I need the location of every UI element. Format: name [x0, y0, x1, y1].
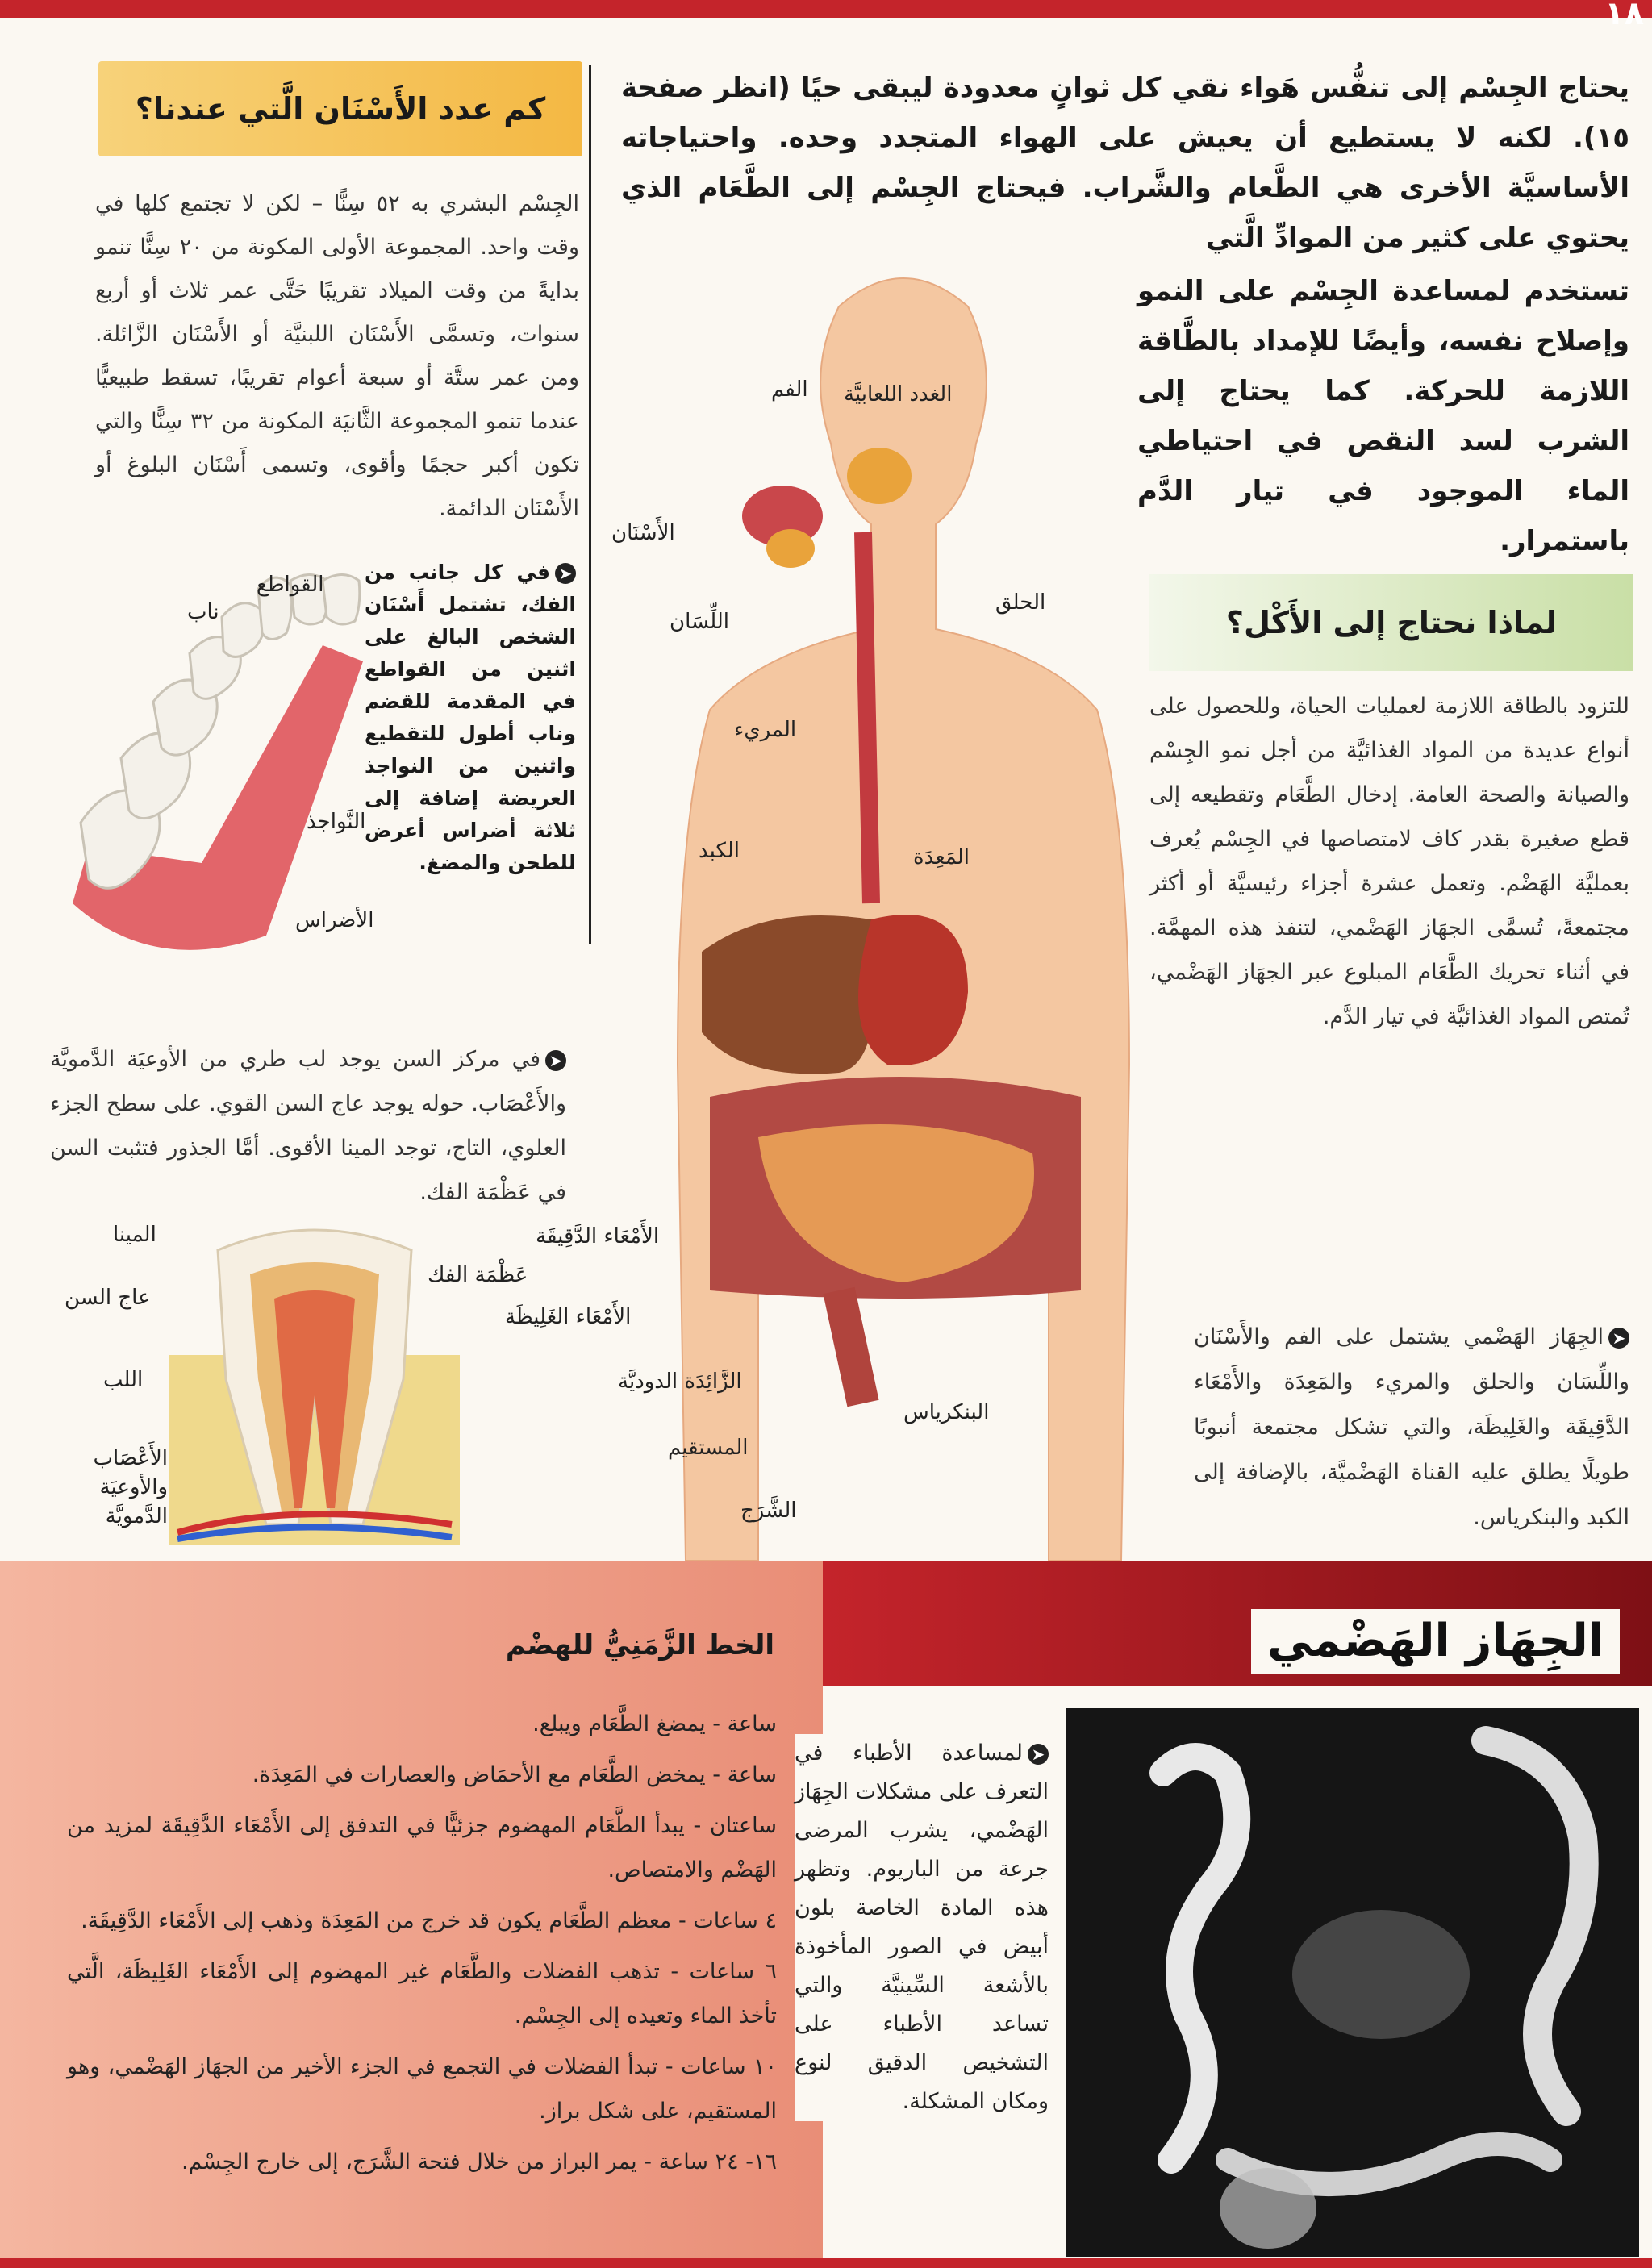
label-mouth: الفم	[771, 377, 808, 402]
top-color-bar	[0, 0, 1652, 18]
timeline-item: ٦ ساعات - تذهب الفضلات والطَّعَام غير المهضوم إلى الأَمْعَاء الغَلِيظَة، الَّتي تأخذ الماء وتعيده إلى الجِسْم.	[67, 1959, 777, 2028]
label-dentine: عاج السن	[65, 1286, 151, 1310]
digestive-caption-text: الجِهَاز الهَضْمي يشتمل على الفم والأَسْنَان واللِّسَان والحلق والمريء والمَعِدَة والأَمْعَاء الدَّقِيقَة والغَلِيظَة، والتي تشكل مجتمعة أنبوبًا طويلًا يطلق عليه القناة الهَضْميَّة، بالإضافة إلى الكبد والبنكرياس.	[1194, 1324, 1629, 1530]
arrow-bullet-icon: ➤	[555, 563, 576, 584]
label-jawbone: عَظْمَة الفك	[428, 1263, 528, 1287]
why-eat-heading: لماذا نحتاج إلى الأَكْل؟	[1225, 605, 1558, 640]
xray-caption	[795, 1734, 1049, 2121]
label-anus: الشَّرَج	[740, 1499, 797, 1523]
tooth-cross-section-illustration	[169, 1218, 460, 1545]
bottom-color-bar	[0, 2258, 1652, 2268]
timeline-item: ساعة - يمضغ الطَّعَام ويبلع.	[532, 1711, 777, 1736]
label-incisors: القواطع	[257, 573, 324, 597]
label-molars: الأضراس	[295, 908, 374, 932]
tooth-structure-caption	[50, 1037, 566, 1215]
incisor-tooth	[323, 575, 360, 625]
section-title: الجِهَاز الهَضْمي	[1251, 1609, 1620, 1674]
label-pharynx: الحلق	[995, 590, 1046, 615]
timeline-heading: الخط الزَّمَنِيُّ للهضْم	[505, 1629, 774, 1661]
rectum-shape	[839, 1290, 863, 1403]
intro-paragraph-continued: تستخدم لمساعدة الجِسْم على النمو وإصلاح نفسه، وأيضًا للإمداد بالطَّاقة اللازمة للحركة. كما يحتاج إلى الشرب لسد النقص في احتياطي الماء الموجود في تيار الدَّم باستمرار.	[1137, 275, 1629, 557]
timeline-list	[67, 1702, 777, 2191]
label-appendix: الزَّائِدَة الدوديَّة	[618, 1370, 742, 1394]
label-teeth: الأَسْنَان	[611, 521, 675, 545]
digestive-system-caption	[1194, 1315, 1629, 1540]
label-rectum: المستقيم	[668, 1436, 749, 1460]
label-pulp: اللب	[103, 1368, 144, 1392]
label-pancreas: البنكرياس	[903, 1400, 990, 1424]
esophagus-shape	[863, 532, 871, 903]
label-premolars: النَّواجذ	[307, 810, 366, 834]
teeth-count-heading-box	[98, 61, 582, 156]
why-eat-heading-box	[1149, 574, 1633, 671]
timeline-item: ٤ ساعات - معظم الطَّعَام يكون قد خرج من المَعِدَة وذهب إلى الأَمْعَاء الدَّقِيقَة.	[81, 1908, 777, 1933]
timeline-item: ١٠ ساعات - تبدأ الفضلات في التجمع في الجزء الأخير من الجهَاز الهَضْمي، وهو المستقيم، على شكل براز.	[67, 2054, 777, 2124]
teeth-count-heading: كم عدد الأَسْنَان الَّتي عندنا؟	[135, 91, 546, 127]
teeth-count-text: الجِسْم البشري به ٥٢ سِنًّا – لكن لا تجتمع كلها في وقت واحد. المجموعة الأولى المكونة من ٢٠ سِنًّا تنمو بدايةً من وقت الميلاد تقريبًا حَتَّى عمر ثلاث أو أربع سنوات، وتسمَّى الأَسْنَان اللبنيَّة أو الأَسْنَان الزَّائلة. ومن عمر ستَّة أو سبعة أعوام تقريبًا، تسقط طبيعيًّا عندما تنمو المجموعة الثَّانيَة المكونة من ٣٢ سِنًّا والتي تكون أكبر حجمًا وأقوى، وتسمى أَسْنَان البلوغ أو الأَسْنَان الدائمة.	[95, 191, 579, 521]
label-stomach: المَعِدَة	[913, 845, 970, 869]
page-number: ١٨	[1604, 0, 1644, 32]
timeline-item: ساعة - يمخض الطَّعَام مع الأحمَاض والعصارات في المَعِدَة.	[252, 1762, 777, 1787]
liver-shape	[702, 915, 875, 1074]
salivary-gland-shape	[847, 448, 912, 504]
jaw-caption-text: في كل جانب من الفك، تشتمل أَسْنَان الشخص البالغ على اثنين من القواطع في المقدمة للقضم وناب أطول للتقطيع واثنين من النواجذ العريضة إضافة إلى ثلاثة أضراس أعرض للطحن والمضغ.	[365, 561, 576, 874]
label-large-intestine: الأَمْعَاء الغَلِيظَة	[505, 1305, 632, 1329]
label-esophagus: المريء	[734, 718, 797, 742]
premolar-tooth	[222, 603, 265, 657]
label-enamel: المينا	[113, 1223, 156, 1247]
why-eat-text: للتزود بالطاقة اللازمة لعمليات الحياة، وللحصول على أنواع عديدة من المواد الغذائيَّة من أجل نمو الجِسْم والصيانة والصحة العامة. إدخال الطَّعَام وتقطيعه إلى قطع صغيرة بقدر كاف لامتصاصها في الجِسْم يُعرف بعمليَّة الهَضْم. وتعمل عشرة أجزاء رئيسيَّة أو أكثر مجتمعةً، تُسمَّى الجهَاز الهَضْمي، لتنفذ هذه المهمَّة. في أثناء تحريك الطَّعَام المبلوع عبر الجهَاز الهَضْمي، تُمتص المواد الغذائيَّة في تيار الدَّم.	[1149, 694, 1629, 1029]
timeline-item: ١٦- ٢٤ ساعة - يمر البراز من خلال فتحة الشَّرَج، إلى خارج الجِسْم.	[181, 2149, 777, 2174]
label-tongue: اللِّسَان	[670, 610, 729, 634]
arrow-bullet-icon: ➤	[1028, 1744, 1049, 1765]
label-salivary: الغدد اللعابيَّة	[844, 382, 953, 406]
jaw-caption	[365, 557, 576, 879]
tooth-caption-text: في مركز السن يوجد لب طري من الأوعيَة الدَّمويَّة والأَعْصَاب. حوله يوجد عاج السن القوي. على سطح الجزء العلوي، التاج، توجد المينا الأقوى. أمَّا الجذور فتثبت السن في عَظْمَة الفك.	[50, 1047, 566, 1205]
column-divider	[589, 65, 591, 944]
salivary-gland-shape	[766, 529, 815, 568]
arrow-bullet-icon: ➤	[545, 1050, 566, 1071]
label-small-intestine: الأَمْعَاء الدَّقِيقَة	[536, 1224, 660, 1249]
digestive-body-illustration	[597, 258, 1210, 1561]
label-nerves: الأَعْصَاب والأوعيَة الدَّمويَّة	[93, 1446, 168, 1528]
arrow-bullet-icon: ➤	[1608, 1328, 1629, 1349]
intro-paragraph: يحتاج الجِسْم إلى تنفُّس هَواء نقي كل ثوانٍ معدودة ليبقى حيًا (انظر صفحة ١٥). لكنه لا يستطيع أن يعيش على الهواء المتجدد وحده. واحتياجاته الأساسيَّة الأخرى هي الطَّعام والشَّراب. فيحتاج الجِسْم إلى الطَّعَام الذي يحتوي على كثير من الموادِّ الَّتي	[621, 72, 1629, 254]
timeline-item: ساعتان - يبدأ الطَّعَام المهضوم جزئيًّا في التدفق إلى الأَمْعَاء الدَّقِيقَة لمزيد من الهَضْم والامتصاص.	[67, 1813, 777, 1882]
barium-xray-image	[1066, 1708, 1639, 2257]
xray-caption-text: لمساعدة الأطباء في التعرف على مشكلات الجِهَاز الهَضْمي، يشرب المرضى جرعة من الباريوم. وتظهر هذه المادة الخاصة بلون أبيض في الصور المأخوذة بالأشعة السِّينيَّة والتي تساعد الأطباء على التشخيص الدقيق لنوع ومكان المشكلة.	[795, 1741, 1049, 2114]
label-canine: ناب	[187, 600, 219, 624]
label-liver: الكبد	[699, 839, 740, 863]
